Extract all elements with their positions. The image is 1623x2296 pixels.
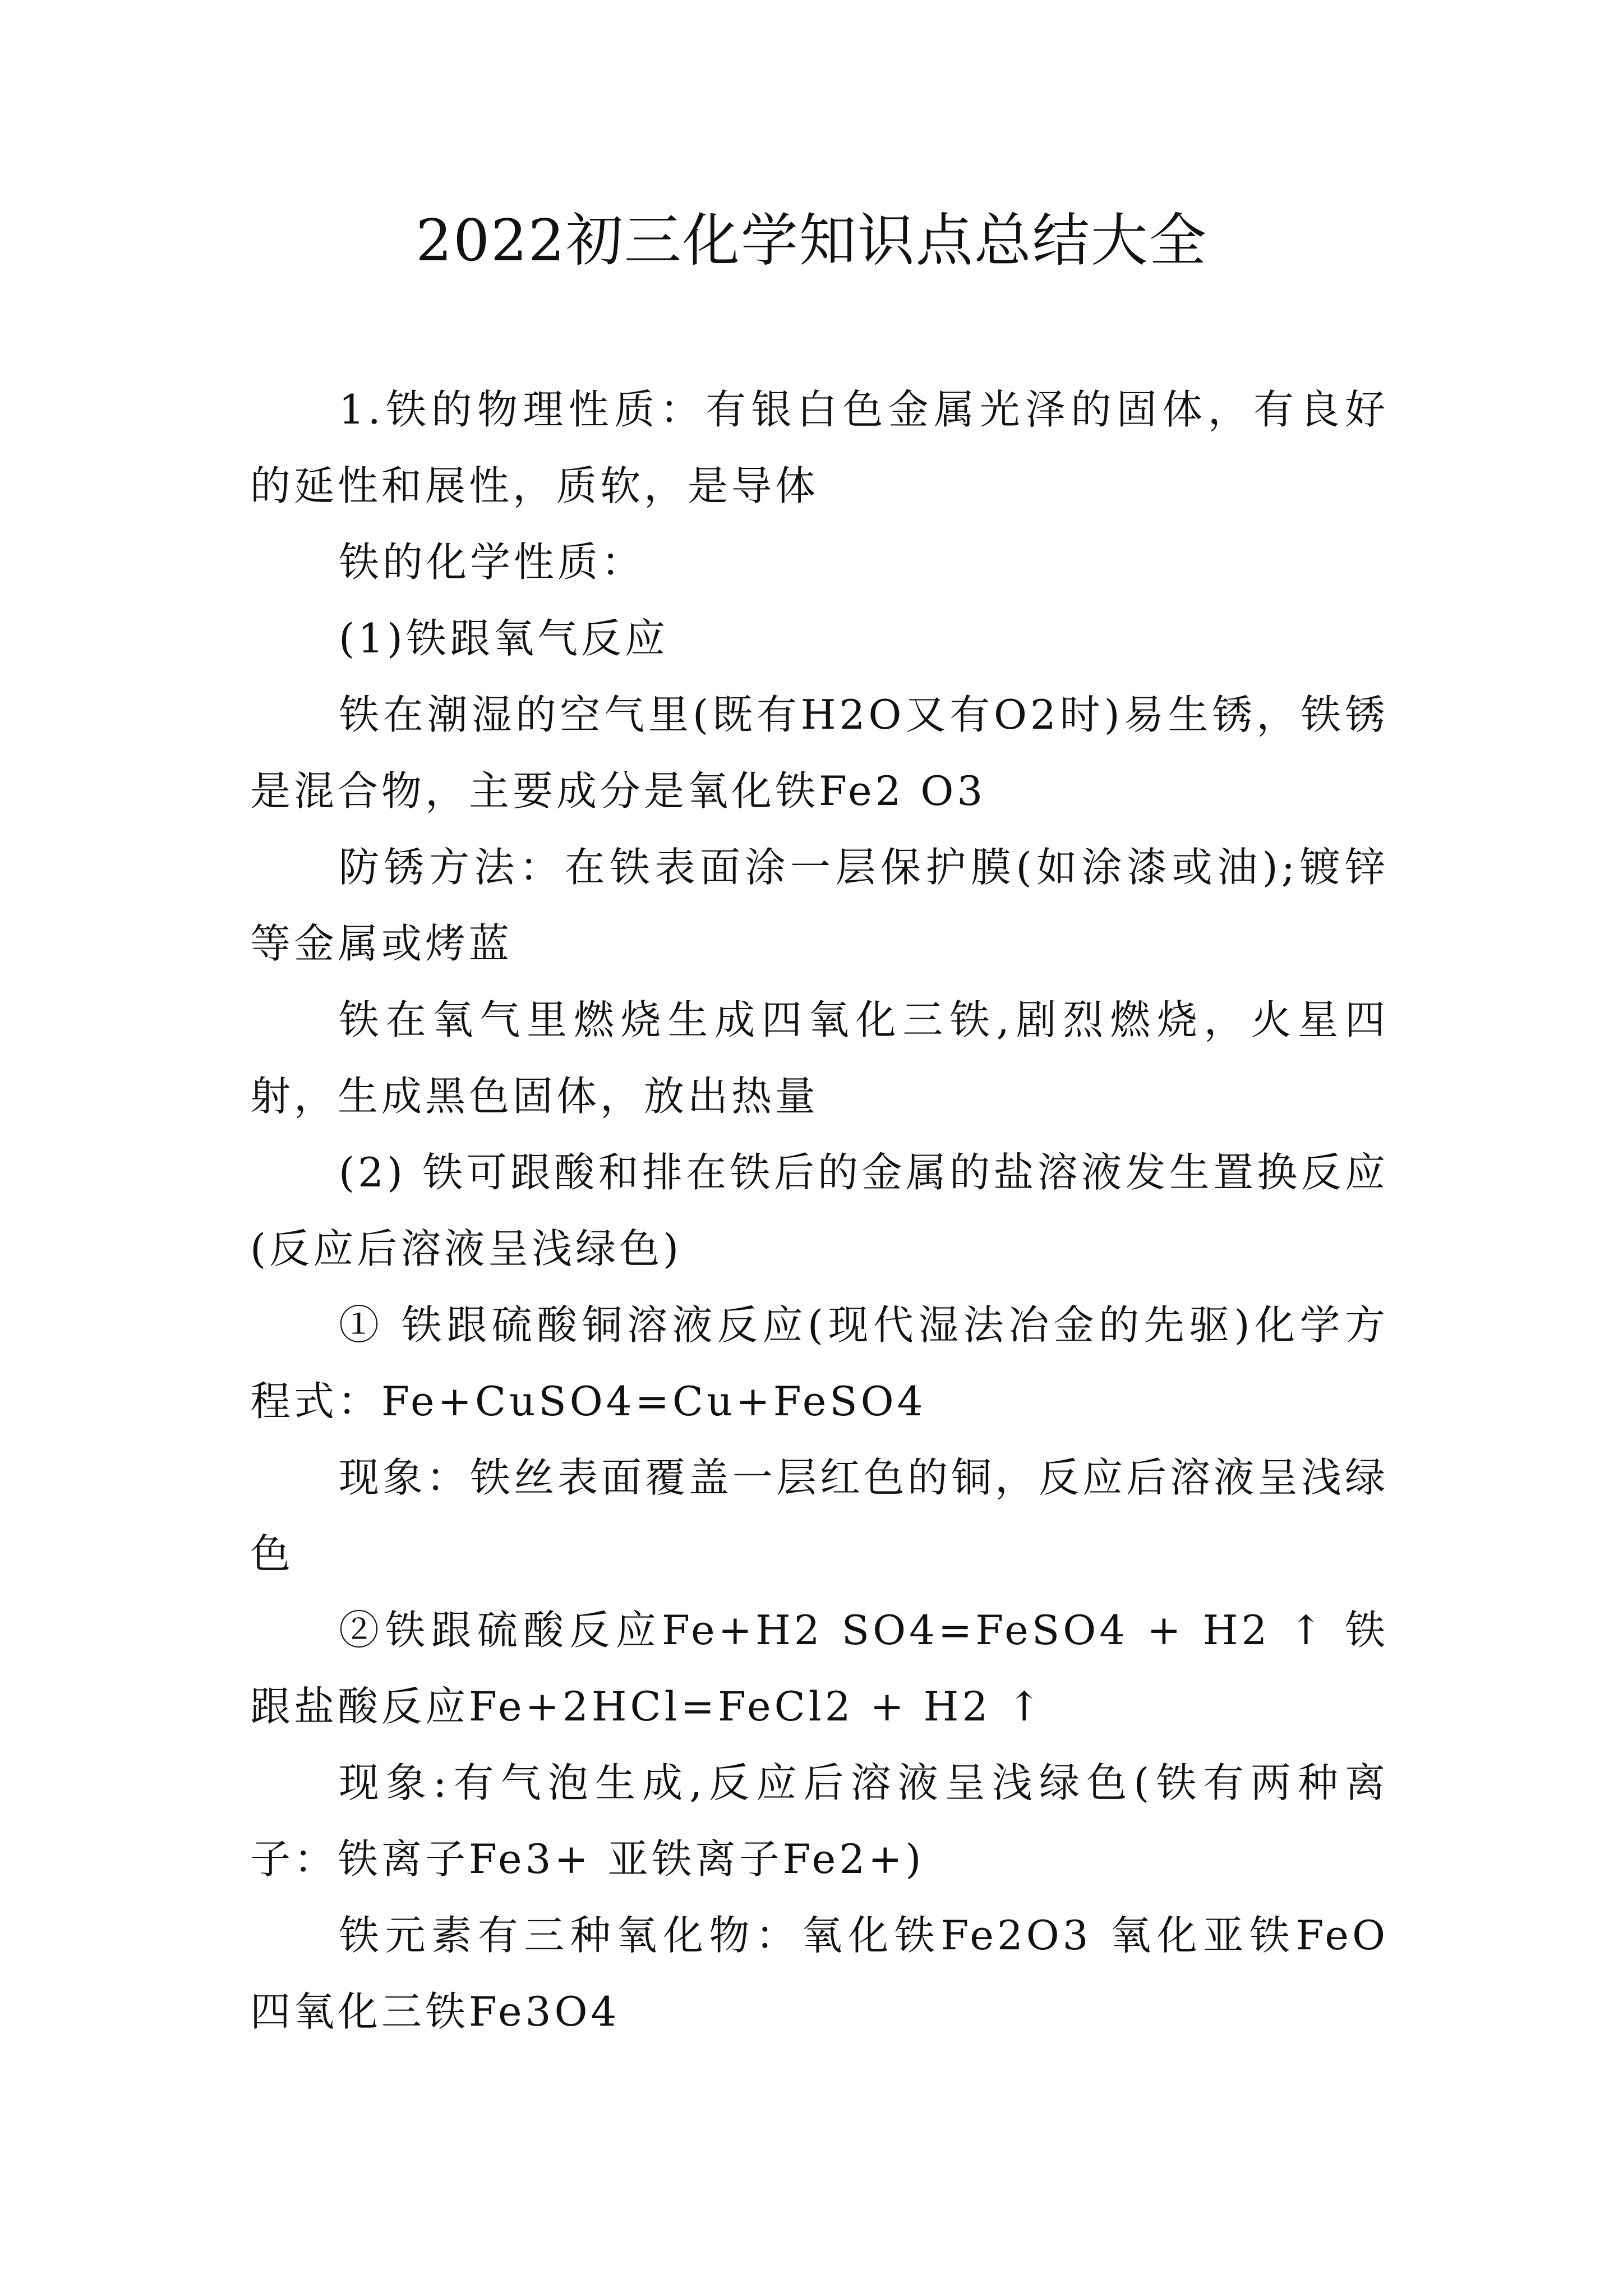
document-body (250, 371, 1389, 2050)
paragraph-acid-reactions: ②铁跟硫酸反应Fe+H2 SO4=FeSO4 + H2 ↑ 铁跟盐酸反应Fe+2HCl=FeCl2 + H2 ↑ (250, 1607, 1389, 1730)
paragraph-iron-burning: 铁在氧气里燃烧生成四氧化三铁,剧烈燃烧，火星四射，生成黑色固体，放出热量 (250, 996, 1389, 1120)
paragraph-iron-oxides: 铁元素有三种氧化物：氧化铁Fe2O3 氧化亚铁FeO 四氧化三铁Fe3O4 (250, 1912, 1389, 2035)
paragraph-iron-chemical-properties: 铁的化学性质： (339, 539, 645, 586)
paragraph-copper-sulfate-reaction: ① 铁跟硫酸铜溶液反应(现代湿法冶金的先驱)化学方程式：Fe+CuSO4=Cu+FeSO4 (250, 1301, 1389, 1425)
paragraph-rust-prevention: 防锈方法：在铁表面涂一层保护膜(如涂漆或油);镀锌等金属或烤蓝 (250, 844, 1389, 967)
paragraph-iron-rust: 铁在潮湿的空气里(既有H2O又有O2时)易生锈，铁锈是混合物，主要成分是氧化铁Fe2 O3 (250, 691, 1389, 815)
paragraph-iron-oxygen-reaction: (1)铁跟氧气反应 (339, 615, 668, 662)
paragraph-acid-phenomenon: 现象:有气泡生成,反应后溶液呈浅绿色(铁有两种离子：铁离子Fe3+ 亚铁离子Fe2+) (250, 1759, 1389, 1883)
page-title: 2022初三化学知识点总结大全 (416, 208, 1207, 274)
paragraph-copper-sulfate-phenomenon: 现象：铁丝表面覆盖一层红色的铜，反应后溶液呈浅绿色 (250, 1454, 1389, 1577)
paragraph-iron-physical-properties: 1.铁的物理性质：有银白色金属光泽的固体，有良好的延性和展性，质软，是导体 (250, 386, 1389, 509)
paragraph-displacement-reaction: (2) 铁可跟酸和排在铁后的金属的盐溶液发生置换反应(反应后溶液呈浅绿色) (250, 1149, 1389, 1272)
